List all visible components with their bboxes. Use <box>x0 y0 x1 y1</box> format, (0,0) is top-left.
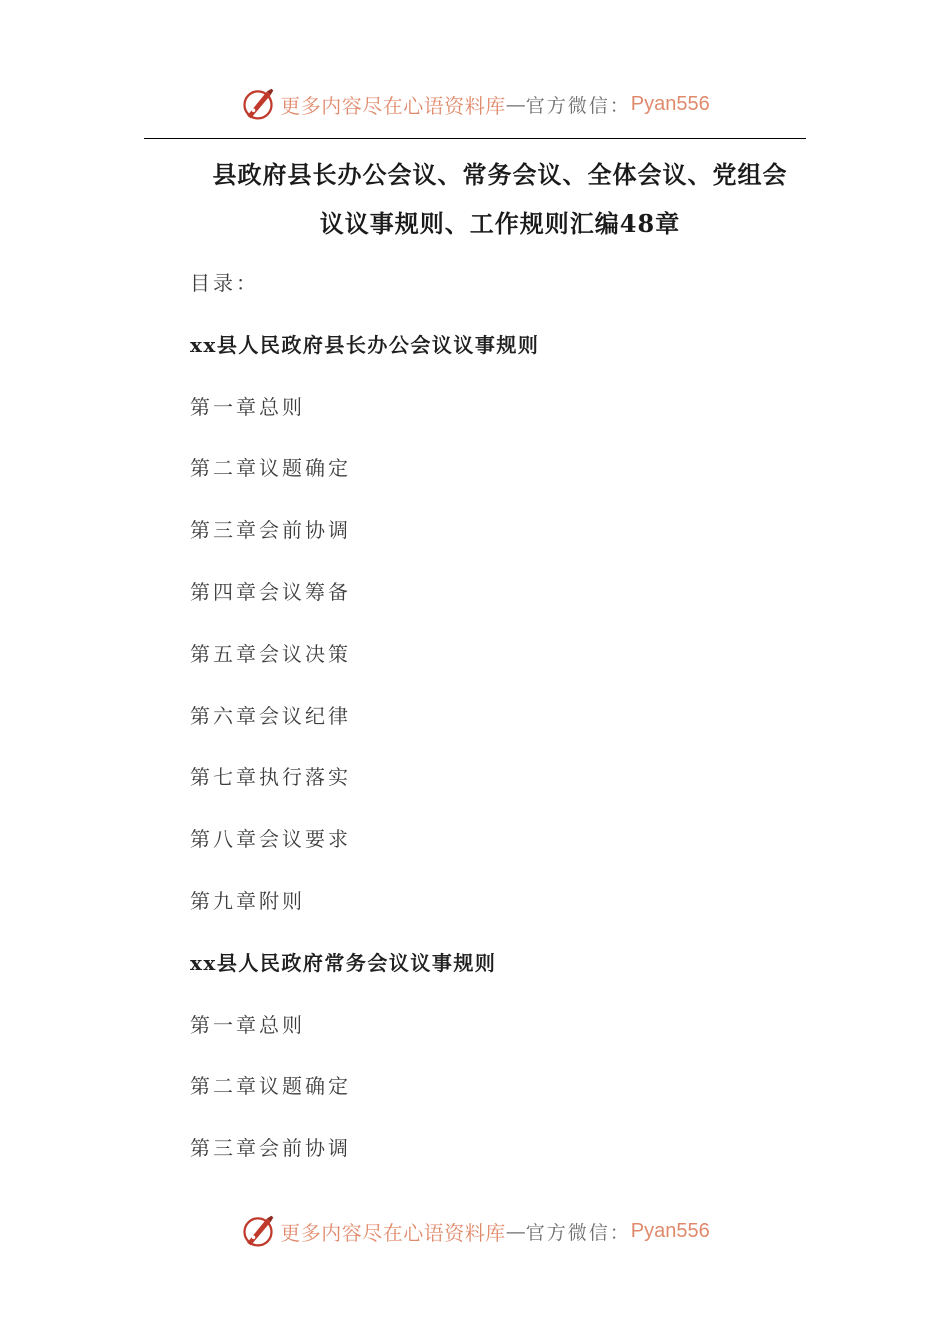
toc-chapter: 第二章议题确定 <box>190 456 351 481</box>
title-line-2: 议议事规则、工作规则汇编48章 <box>319 209 681 238</box>
toc-section-heading: xx县人民政府县长办公会议议事规则 <box>190 332 540 357</box>
toc-chapter: 第三章会前协调 <box>190 1136 351 1161</box>
title-line-1: 县政府县长办公会议、常务会议、全体会议、党组会 <box>212 160 788 189</box>
pen-nib-in-circle-icon <box>240 1213 276 1249</box>
banner-contact-id: Pyan556 <box>630 1219 710 1242</box>
header-banner <box>0 84 950 124</box>
header-divider <box>144 138 806 139</box>
footer-banner <box>0 1211 950 1251</box>
banner-separator: — <box>505 92 526 116</box>
table-of-contents <box>190 264 810 1191</box>
toc-chapter: 第五章会议决策 <box>190 641 351 666</box>
toc-label: 目录： <box>190 271 259 295</box>
toc-chapter: 第一章总则 <box>190 1012 305 1037</box>
banner-main-text: 更多内容尽在心语资料库 <box>280 93 506 118</box>
banner-contact-label: 官方微信： <box>525 1221 631 1244</box>
toc-chapter: 第七章执行落实 <box>190 765 351 790</box>
page-title <box>190 150 810 248</box>
banner-contact-id: Pyan556 <box>630 92 710 115</box>
toc-section-heading: xx县人民政府常务会议议事规则 <box>190 950 497 975</box>
toc-chapter: 第三章会前协调 <box>190 518 351 543</box>
banner-contact-label: 官方微信： <box>525 94 631 117</box>
toc-chapter: 第六章会议纪律 <box>190 703 351 728</box>
toc-chapter: 第二章议题确定 <box>190 1074 351 1099</box>
banner-main-text: 更多内容尽在心语资料库 <box>280 1220 506 1245</box>
toc-chapter: 第四章会议筹备 <box>190 579 351 604</box>
pen-nib-in-circle-icon <box>240 86 276 122</box>
banner-separator: — <box>505 1219 526 1243</box>
toc-chapter: 第八章会议要求 <box>190 827 351 852</box>
toc-chapter: 第九章附则 <box>190 888 305 913</box>
toc-chapter: 第一章总则 <box>190 394 305 419</box>
